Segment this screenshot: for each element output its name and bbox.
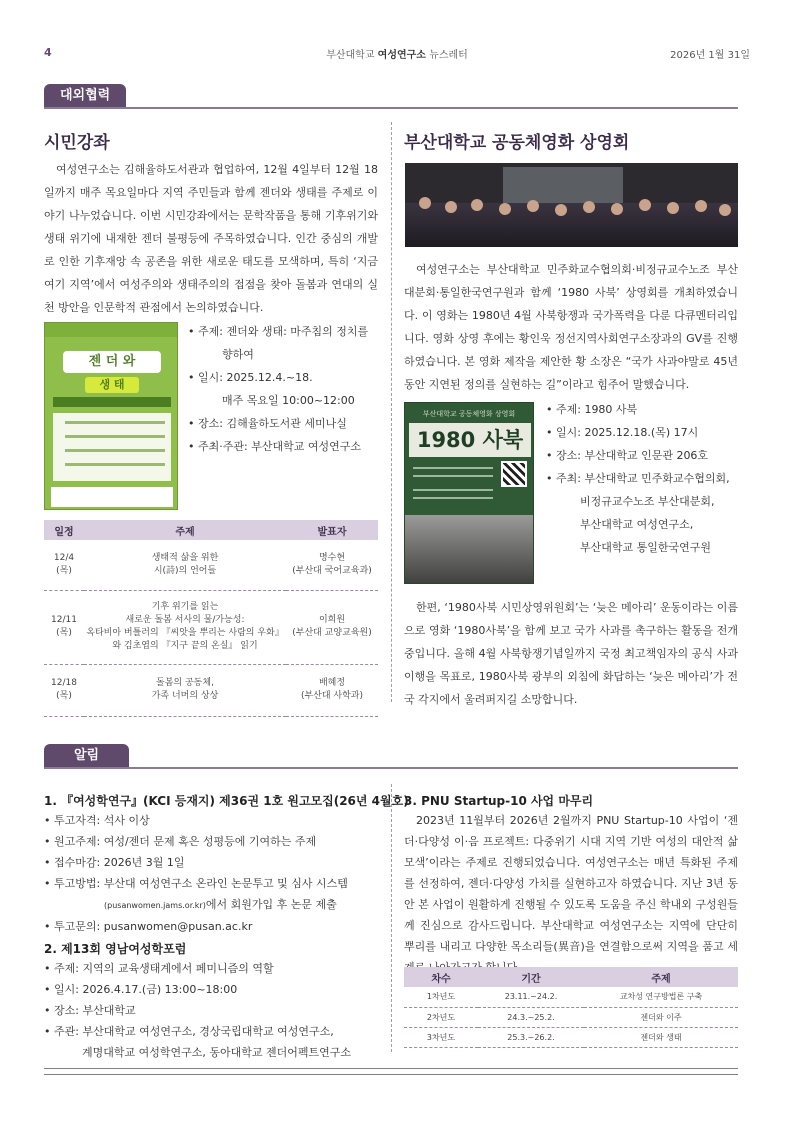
table-row (404, 987, 738, 1007)
screening-info-date: • 일시: 2025.12.18.(목) 17시 (546, 426, 699, 439)
photo-person (555, 204, 567, 216)
notice-journal-contact: • 투고문의: pusanwomen@pusan.ac.kr (44, 920, 253, 933)
photo-person (419, 197, 431, 209)
poster-text-line (413, 475, 493, 477)
schedule-speaker-affil: (부산대 사학과) (300, 691, 364, 701)
schedule-topic-line: 와 김초엽의 『지구 끝의 온실』 읽기 (112, 641, 258, 651)
schedule-day: (목) (56, 691, 72, 701)
photo-person (611, 203, 623, 215)
poster-line (65, 449, 165, 452)
photo-person (583, 201, 595, 213)
topic-cell: 젠더와 이주 (584, 1007, 738, 1027)
newsletter-prefix: 부산대학교 (326, 50, 378, 61)
qr-code-icon (501, 461, 527, 487)
schedule-day: (목) (56, 565, 72, 576)
schedule-topic-cell (84, 590, 286, 664)
notice-forum-place: • 장소: 부산대학교 (44, 1004, 136, 1017)
section-rule (44, 107, 738, 109)
screening-info-host-cont: 부산대학교 통일한국연구원 (580, 541, 712, 554)
table-row (404, 1007, 738, 1027)
schedule-topic-line: 시(詩)의 언어들 (153, 565, 217, 576)
table-row (404, 1027, 738, 1047)
notice-startup-text: 2023년 11월부터 2026년 2월까지 PNU Startup-10 사업이 ‘젠더·다양성 이·음 프로젝트: 다중위기 시대 지역 기반 여성의 대안적 삶 모색’이라는 주제로 진행되었습니다. 여성연구소는 매년 특화된 주제를 선정하여, 젠더·다양성 가치를 실현하고자 하였습니다. 지난 3년 동안 본 사업이 원활하게 진행될 수 있도록 도움을 주신 학내외 구성원들께 진심으로 감사드립니다. 부산대학교 여성연구소는 지역에 단단히 뿌리를 내리고 다양한 목소리들(異音)을 연결함으로써 지역을 품고 세 (404, 814, 738, 953)
lecture-info-host: • 주최·주관: 부산대학교 여성연구소 (188, 440, 361, 453)
schedule-date-cell (44, 590, 84, 664)
table-row (44, 540, 378, 590)
screening-title: 부산대학교 공동체영화 상영회 (404, 133, 630, 153)
lecture-body-text: 여성연구소는 김해율하도서관과 협업하여, 12월 4일부터 12월 18일까지 매주 목요일마다 지역 주민들과 함께 젠더와 생태를 주제로 이야기 나누었습니다. 이번 시민강좌에서는 문학작품을 통해 기후위기와 생태 위기에 내재한 젠더 불평등에 주목하였습니다. 인간 중심의 개발로 인한 기후재앙 속 공존을 위한 새로운 태도를 모색하며, 특히 ‘지금 여기 지역’에서 여성주의와 생태주의의 접점을 찾아 돌봄과 연대의 실천 방안을 인문학적 관점에서 논의하였습니다. (44, 163, 378, 314)
table-header-topic: 주제 (84, 520, 286, 540)
table-header-period: 기간 (478, 967, 584, 987)
screening-info-topic: • 주제: 1980 사북 (546, 403, 638, 416)
table-header-speaker: 발표자 (286, 520, 378, 540)
poster-line (65, 435, 165, 438)
schedule-topic-line: 새로운 돌봄 서사의 물/가능성: (125, 615, 245, 625)
notice-journal-method-cont (44, 894, 384, 916)
poster-line (65, 463, 165, 466)
poster-schedule-box (53, 413, 171, 481)
footer-rule (44, 1068, 738, 1069)
schedule-date: 12/4 (53, 552, 75, 563)
lecture-poster-image (44, 322, 178, 510)
screening-body-text: 여성연구소는 부산대학교 민주화교수협의회·비정규교수노조 부산대분회·통일한국연구원과 함께 ‘1980 사북’ 상영회를 개최하였습니다. 이 영화는 1980년 4월 사북항쟁과 국가폭력을 다룬 다큐멘터리입니다. 영화 상영 후에는 황인욱 정선지역사회연구소장과의 GV를 진행하였습니다. 본 영화 제작을 제안한 황 소장은 “국가 사과야말로 45년 동안 지연된 정의를 실현하는 길”이라고 힘주어 말했습니다. (404, 263, 738, 391)
notice-forum-list (44, 958, 384, 1063)
lecture-title: 시민강좌 (44, 133, 110, 153)
screening-group-photo (405, 163, 738, 247)
film-poster-title: 1980 사북 (409, 423, 531, 457)
section-tab-external: 대외협력 (44, 84, 126, 108)
schedule-date: 12/11 (51, 615, 77, 625)
poster-date-box (51, 487, 173, 507)
schedule-speaker-name: 이희원 (318, 615, 346, 625)
photo-person (527, 200, 539, 212)
schedule-date-cell (44, 540, 84, 590)
photo-person (695, 200, 707, 212)
photo-person (719, 204, 731, 216)
schedule-speaker-affil: (부산대 교양교육원) (292, 628, 372, 638)
schedule-speaker-affil: (부산대 국어교육과) (292, 565, 372, 576)
schedule-speaker-name: 배혜정 (318, 678, 346, 688)
screening-body (404, 258, 738, 396)
photo-projection-screen (503, 167, 623, 205)
schedule-day: (목) (56, 628, 72, 638)
table-header-topic: 주제 (584, 967, 738, 987)
film-poster-image (404, 402, 534, 584)
newsletter-suffix: 뉴스레터 (425, 50, 468, 61)
schedule-topic-line: 생태적 삶을 위한 (151, 552, 219, 563)
section-rule (44, 767, 738, 769)
phase-cell: 1차년도 (404, 987, 478, 1007)
period-cell: 23.11.~24.2. (478, 987, 584, 1007)
topic-cell: 젠더와 생태 (584, 1027, 738, 1047)
schedule-topic-line: 옥타비아 버틀러의 『씨앗을 뿌리는 사람의 우화』 (86, 628, 284, 638)
column-divider (391, 784, 392, 1052)
schedule-speaker-cell (286, 664, 378, 716)
footer-rule (44, 1074, 738, 1075)
film-poster-header: 부산대학교 공동체영화 상영회 (422, 410, 516, 418)
screening-info-host-cont: 부산대학교 여성연구소, (580, 518, 694, 531)
screening-body-2 (404, 596, 738, 711)
notice-startup-title: 3. PNU Startup-10 사업 마무리 (404, 794, 594, 808)
schedule-date: 12/18 (51, 678, 77, 688)
notice-journal-topic: • 원고주제: 여성/젠더 문제 혹은 성평등에 기여하는 주제 (44, 835, 317, 848)
phase-cell: 2차년도 (404, 1007, 478, 1027)
photo-person (471, 199, 483, 211)
photo-person (639, 199, 651, 211)
notice-journal-list (44, 810, 384, 937)
photo-person (445, 201, 457, 213)
poster-band (53, 397, 171, 407)
poster-line (65, 421, 165, 424)
schedule-speaker-cell (286, 540, 378, 590)
column-divider (391, 122, 392, 702)
section-tab-notice: 알림 (44, 744, 129, 768)
period-cell: 24.3.~25.2. (478, 1007, 584, 1027)
lecture-info-topic: • 주제: 젠더와 생태: 마주침의 정치를 (188, 325, 369, 338)
notice-startup-body (404, 810, 738, 978)
phase-cell: 3차년도 (404, 1027, 478, 1047)
notice-forum-host-cont: 계명대학교 여성학연구소, 동아대학교 젠더어펙트연구소 (82, 1046, 352, 1059)
notice-journal-deadline: • 접수마감: 2026년 3월 1일 (44, 856, 185, 869)
schedule-topic-line: 기후 위기를 읽는 (151, 602, 219, 612)
poster-title: 젠 더 와 (63, 351, 161, 373)
period-cell: 25.3.~26.2. (478, 1027, 584, 1047)
table-header-phase: 차수 (404, 967, 478, 987)
notice-journal-qualification: • 투고자격: 석사 이상 (44, 814, 150, 827)
table-header-row (404, 967, 738, 987)
photo-person (499, 203, 511, 215)
schedule-topic-cell (84, 664, 286, 716)
notice-forum-title: 2. 제13회 영남여성학포럼 (44, 942, 187, 956)
topic-cell: 교차성 연구방법론 구축 (584, 987, 738, 1007)
table-row (44, 590, 378, 664)
journal-method-text: 에서 회원가입 후 논문 제출 (205, 898, 337, 911)
schedule-topic-line: 돌봄의 공동체, (156, 678, 214, 688)
page-number: 4 (44, 46, 52, 59)
schedule-topic-cell (84, 540, 286, 590)
lecture-schedule-table (44, 520, 378, 717)
lecture-info-list (188, 320, 382, 458)
screening-info-place: • 장소: 부산대학교 인문관 206호 (546, 449, 709, 462)
screening-info-host-cont: 비정규교수노조 부산대분회, (580, 495, 715, 508)
lecture-body (44, 158, 378, 319)
notice-forum-topic: • 주제: 지역의 교육생태계에서 페미니즘의 역할 (44, 962, 274, 975)
poster-text-line (413, 467, 493, 469)
schedule-speaker-cell (286, 590, 378, 664)
lecture-info-date: • 일시: 2025.12.4.~18. (188, 371, 313, 384)
issue-date: 2026년 1월 31일 (670, 50, 750, 61)
screening-info-host: • 주최: 부산대학교 민주화교수협의회, (546, 472, 730, 485)
schedule-topic-line: 가족 너머의 상상 (151, 691, 219, 701)
notice-journal-title: 1. 『여성학연구』(KCI 등재지) 제36권 1호 원고모집(26년 4월호) (44, 794, 409, 808)
notice-forum-host: • 주관: 부산대학교 여성연구소, 경상국립대학교 여성연구소, (44, 1025, 334, 1038)
notice-forum-date: • 일시: 2026.4.17.(금) 13:00~18:00 (44, 983, 238, 996)
table-header-date: 일정 (44, 520, 84, 540)
poster-top-band (45, 323, 177, 337)
lecture-info-topic-cont: 향하여 (222, 348, 254, 361)
poster-subtitle: 생 태 (85, 377, 139, 393)
schedule-speaker-name: 명수현 (318, 552, 346, 563)
table-row (44, 664, 378, 716)
notice-journal-method: • 투고방법: 부산대 여성연구소 온라인 논문투고 및 심사 시스템 (44, 877, 348, 890)
newsletter-name: 여성연구소 (377, 50, 426, 61)
lecture-info-date-cont: 매주 목요일 10:00~12:00 (222, 394, 355, 407)
journal-system-url[interactable]: (pusanwomen.jams.or.kr) (104, 901, 206, 910)
lecture-info-place: • 장소: 김해율하도서관 세미나실 (188, 417, 347, 430)
poster-text-line (413, 489, 493, 491)
schedule-date-cell (44, 664, 84, 716)
poster-text-line (413, 497, 493, 499)
screening-body2-text: 한편, ‘1980사북 시민상영위원회’는 ‘늦은 메아리’ 운동이라는 이름으로 영화 ‘1980사북’을 함께 보고 국가 사과를 촉구하는 활동을 전개 중입니다. 올해 4월 사북항쟁기념일까지 국정 최고책임자의 공식 사과 이행을 목표로, 1980사북 광부의 외침에 화답하는 ‘늦은 메아리’가 전국 각지에서 울려퍼지길 소망합니다. (404, 601, 738, 706)
table-header-row (44, 520, 378, 540)
film-poster-crowd-photo (405, 515, 533, 584)
photo-person (667, 202, 679, 214)
screening-info-list (546, 398, 738, 559)
startup-phase-table (404, 967, 738, 1048)
